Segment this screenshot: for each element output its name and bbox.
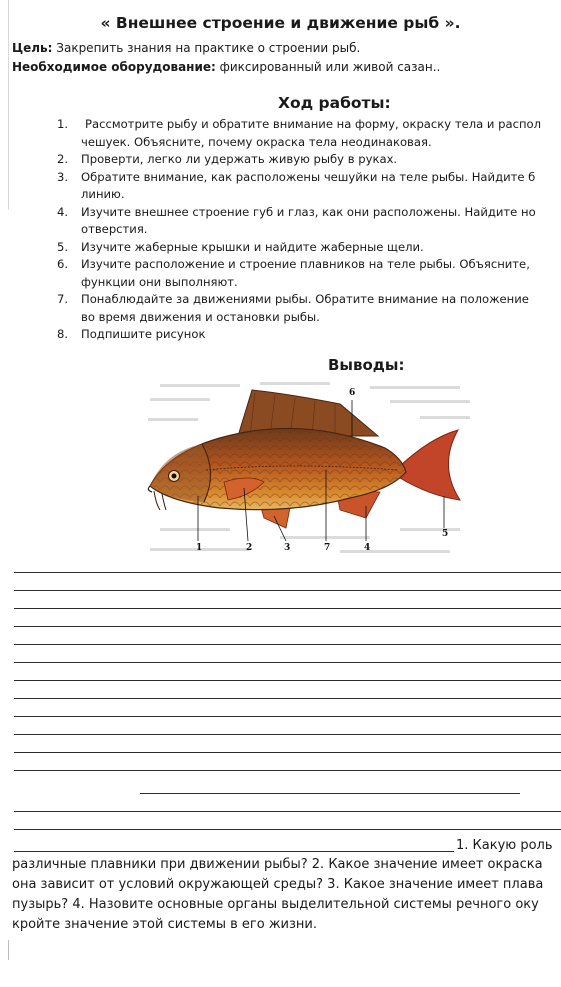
question-text: она зависит от условий окружающей среды? 3. Какое значение имеет плава — [12, 877, 544, 892]
step-number: 3. — [57, 169, 69, 184]
step-2 — [0, 151, 561, 169]
figure-label-6: 6 — [349, 388, 356, 398]
tail-fin — [400, 430, 460, 500]
step-1 — [0, 116, 561, 151]
steps-list — [0, 116, 561, 344]
step-number: 5. — [57, 239, 69, 254]
answer-line[interactable] — [14, 590, 561, 591]
step-text: Проверти, легко ли удержать живую рыбу в руках. — [81, 152, 398, 166]
step-text: Обратите внимание, как расположены чешуйки на теле рыбы. Найдите б — [81, 169, 536, 184]
step-number: 7. — [57, 292, 69, 306]
barbel — [154, 491, 160, 510]
equipment-text: фиксированный или живой сазан.. — [215, 60, 441, 74]
answer-line[interactable] — [14, 644, 561, 645]
question-text-start: 1. Какую роль — [456, 838, 553, 853]
goal-label: Цель: — [12, 41, 53, 55]
figure-label-2: 2 — [246, 543, 253, 553]
step-text: Подпишите рисунок — [81, 327, 206, 341]
figure-label-1: 1 — [196, 543, 203, 553]
answer-line[interactable] — [14, 770, 561, 771]
step-text: линию. — [81, 187, 125, 201]
step-text: во время движения и остановки рыбы. — [81, 309, 320, 324]
step-text: чешуек. Объясните, почему окраска тела неодинаковая. — [81, 134, 432, 149]
step-text: Изучите расположение и строение плавников на теле рыбы. Объясните, — [81, 257, 530, 271]
step-text: Изучите жаберные крышки и найдите жаберные щели. — [81, 239, 424, 254]
step-text: Изучите внешнее строение губ и глаз, как они расположены. Найдите но — [81, 204, 536, 219]
procedure-heading: Ход работы: — [278, 94, 391, 112]
conclusions-heading: Выводы: — [328, 356, 405, 374]
answer-line-short[interactable] — [140, 793, 520, 794]
figure-label-7: 7 — [324, 543, 331, 553]
answer-line[interactable] — [14, 734, 561, 735]
fish-pupil — [172, 474, 177, 479]
step-6 — [0, 256, 561, 291]
answer-line-before-questions[interactable] — [14, 851, 454, 852]
page-edge-bottom — [8, 940, 9, 960]
fish-head — [150, 444, 210, 502]
answer-line[interactable] — [14, 829, 561, 830]
step-number: 4. — [57, 204, 69, 219]
figure-label-5: 5 — [442, 529, 449, 539]
carp-diagram — [140, 378, 476, 568]
answer-line[interactable] — [14, 662, 561, 663]
step-text: Рассмотрите рыбу и обратите внимание на форму, окраску тела и распол — [85, 117, 542, 131]
answer-line[interactable] — [14, 626, 561, 627]
equipment-label: Необходимое оборудование: — [12, 60, 216, 74]
answer-line[interactable] — [14, 698, 561, 699]
answer-line[interactable] — [14, 811, 561, 812]
question-text: различные плавники при движении рыбы? 2. Какое значение имеет окраска — [12, 857, 543, 872]
answer-line[interactable] — [14, 752, 561, 753]
goal-line — [12, 41, 360, 55]
figure-label-4: 4 — [364, 543, 371, 553]
step-4 — [0, 204, 561, 239]
step-number: 8. — [57, 327, 69, 341]
step-number: 2. — [57, 152, 69, 166]
barbel — [162, 494, 166, 510]
answer-line[interactable] — [14, 716, 561, 717]
equipment-line — [12, 60, 440, 74]
question-text: кройте значение этой системы в его жизни. — [12, 917, 317, 932]
step-3 — [0, 169, 561, 204]
question-text: пузырь? 4. Назовите основные органы выделительной системы речного оку — [12, 897, 539, 912]
step-8 — [0, 326, 561, 344]
page-title: « Внешнее строение и движение рыб ». — [100, 14, 461, 32]
answer-line[interactable] — [14, 680, 561, 681]
step-text: отверстия. — [81, 222, 148, 236]
step-text: функции они выполняют. — [81, 274, 238, 289]
goal-text: Закрепить знания на практике о строении рыб. — [52, 41, 361, 55]
step-7 — [0, 291, 561, 326]
step-number: 6. — [57, 257, 69, 271]
answer-line[interactable] — [14, 572, 561, 573]
step-text: Понаблюдайте за движениями рыбы. Обратите внимание на положение — [81, 292, 529, 306]
figure-label-3: 3 — [284, 543, 291, 553]
step-5 — [0, 239, 561, 257]
step-number: 1. — [57, 117, 69, 131]
answer-line[interactable] — [14, 608, 561, 609]
